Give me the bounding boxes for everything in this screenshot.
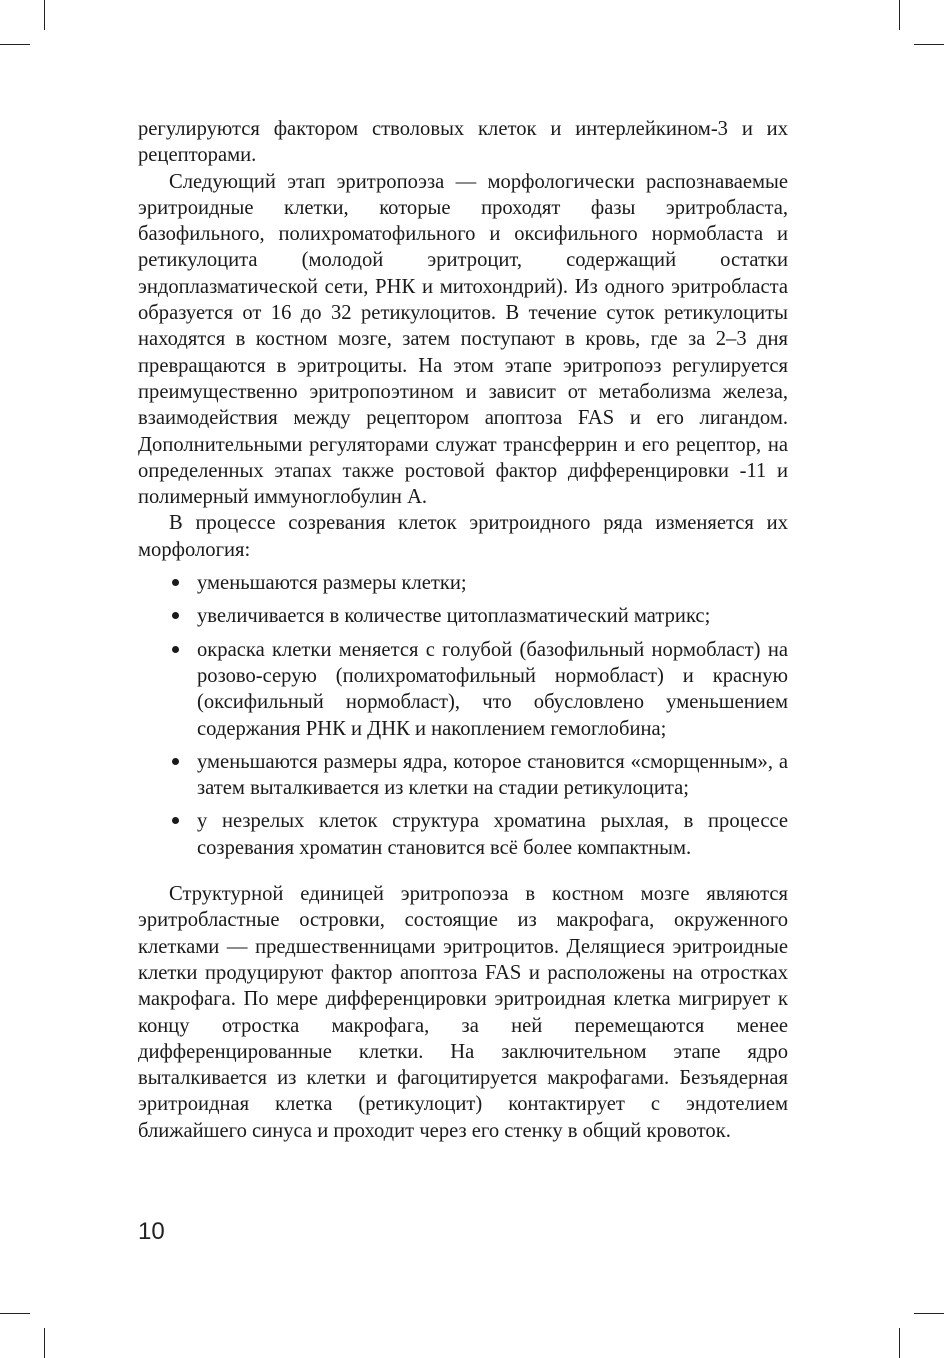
crop-mark-bottom-left-vertical	[44, 1328, 45, 1358]
list-item-text: окраска клетки меняется с голубой (базофильный нормобласт) на розово-серую (полихроматофильный нормобласт) и красную (оксифильный нормобласт), что обусловлено уменьшением содержания РНК и ДНК и накоплением гемоглобина;	[197, 638, 788, 740]
body-text	[138, 116, 788, 1144]
bullet-list	[138, 570, 788, 861]
list-item	[138, 808, 788, 861]
list-item-text: увеличивается в количестве цитоплазматический матрикс;	[197, 605, 711, 628]
crop-mark-top-right-vertical	[899, 0, 900, 30]
crop-mark-bottom-right-horizontal	[914, 1313, 944, 1314]
paragraph: Следующий этап эритропоэза — морфологически распознаваемые эритроидные клетки, которые проходят фазы эритробласта, базофильного, полихроматофильного и оксифильного нормобласта и ретикулоцита (молодой эритроцит, содержащий остатки эндоплазматической сети, РНК и митохондрий). Из одного эритробласта образуется от 16 до 32 ретикулоцитов. В течение суток ретикулоциты находятся в костном мозге, затем поступают в кровь, где за 2–3 дня превращаются в эритроциты. На этом этапе эритропоэз регулируется преимущественно эритропоэтином и зависит от метаболизма железа, взаимодействия между рецептором апоптоза FAS и его лигандом. Дополнительными регуляторами служат трансферрин и его рецептор, на определенных этапах также ростовой фактор дифференцировки -11 и полимерный иммуноглобулин А.	[138, 170, 788, 509]
crop-mark-top-left-horizontal	[0, 44, 30, 45]
bullet-icon	[172, 579, 179, 586]
bullet-icon	[172, 646, 179, 653]
paragraph: Структурной единицей эритропоэза в костном мозге являются эритробластные островки, состоящие из макрофага, окруженного клетками — предшественницами эритроцитов. Делящиеся эритроидные клетки продуцируют фактор апоптоза FAS и расположены на отростках макрофага. По мере дифференцировки эритроидная клетка мигрирует к концу отростка макрофага, за ней перемещаются менее дифференцированные клетки. На заключительном этапе ядро выталкивается из клетки и фагоцитируется макрофагами. Безъядерная эритроидная клетка (ретикулоцит) контактирует с эндотелием ближайшего синуса и проходит через его стенку в общий кровоток.	[138, 883, 788, 1142]
list-item	[138, 637, 788, 742]
paragraph: В процессе созревания клеток эритроидного ряда изменяется их морфология:	[138, 512, 788, 561]
list-item	[138, 570, 788, 596]
crop-mark-top-right-horizontal	[914, 44, 944, 45]
bullet-icon	[172, 612, 179, 619]
crop-mark-top-left-vertical	[44, 0, 45, 30]
crop-mark-bottom-left-horizontal	[0, 1313, 30, 1314]
list-item	[138, 749, 788, 802]
list-item-text: у незрелых клеток структура хроматина рыхлая, в процессе созревания хроматин становится всё более компактным.	[197, 810, 788, 859]
list-item	[138, 603, 788, 629]
list-item-text: уменьшаются размеры ядра, которое становится «сморщенным», а затем выталкивается из клетки на стадии ретикулоцита;	[197, 750, 788, 800]
crop-mark-bottom-right-vertical	[899, 1328, 900, 1358]
page-number: 10	[138, 1218, 165, 1245]
bullet-icon	[172, 758, 179, 765]
list-item-text: уменьшаются размеры клетки;	[197, 572, 467, 595]
paragraph: регулируются фактором стволовых клеток и интерлейкином-3 и их рецепторами.	[138, 118, 788, 167]
bullet-icon	[172, 817, 179, 824]
